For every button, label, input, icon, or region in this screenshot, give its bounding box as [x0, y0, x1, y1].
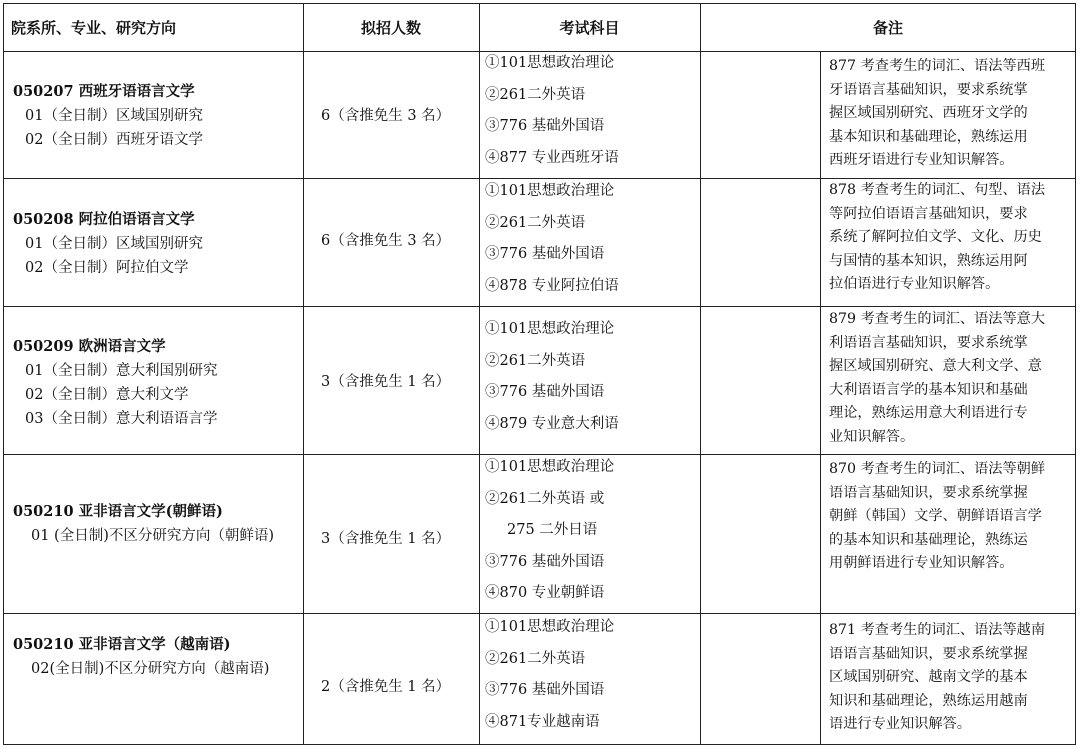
quota-value: 3（含推免生 1 名） [321, 531, 451, 547]
row-divider [3, 306, 1076, 307]
subject-item: ①101思想政治理论 [485, 321, 615, 337]
subject-item: ④871专业越南语 [485, 713, 600, 730]
research-direction: 02（全日制）西班牙语文学 [25, 132, 203, 148]
research-direction: 01（全日制）意大利国别研究 [25, 363, 218, 379]
research-direction: 02（全日制）意大利文学 [25, 387, 189, 403]
quota-value: 6（含推免生 3 名） [321, 233, 451, 249]
table-row [13, 335, 301, 431]
subject-item: ①101思想政治理论 [485, 183, 615, 199]
note-line: 语语言基础知识，要求系统掌握 [829, 484, 1028, 501]
column-divider [303, 3, 304, 745]
note-line: 朝鲜（韩国）文学、朝鲜语语言学 [829, 508, 1042, 524]
subject-item: ①101思想政治理论 [485, 459, 615, 475]
research-direction: 01（全日制）区域国别研究 [25, 236, 203, 252]
note-text [829, 55, 1073, 173]
note-line: 870 考查考生的词汇、语法等朝鲜 [829, 461, 1046, 477]
subject-item: ③776 基础外国语 [485, 118, 605, 134]
note-line: 877 考查考生的词汇、语法等西班 [829, 58, 1046, 74]
subject-item: ③776 基础外国语 [485, 682, 605, 698]
table-border-left [3, 3, 4, 745]
table-border-right [1075, 3, 1076, 745]
table-row [13, 208, 301, 280]
note-line: 878 考查考生的词汇、句型、语法 [829, 182, 1046, 198]
note-line: 牙语语言基础知识，要求系统掌 [829, 81, 1028, 98]
quota-value: 2（含推免生 1 名） [321, 679, 451, 695]
subject-item: 275 二外日语 [507, 522, 598, 538]
subject-item: ②261二外英语 [485, 650, 586, 667]
subject-item: ④870 专业朝鲜语 [485, 585, 605, 601]
subjects-list [485, 612, 614, 738]
column-divider [479, 3, 480, 745]
table-row [13, 80, 301, 152]
subject-item: ②261二外英语 [485, 214, 586, 231]
note-line: 西班牙语进行专业知识解答。 [829, 152, 1014, 168]
note-line: 握区域国别研究、西班牙文学的 [829, 105, 1028, 121]
note-text [829, 308, 1073, 449]
subject-item: ③776 基础外国语 [485, 384, 605, 400]
note-line: 理论，熟练运用意大利语进行专 [829, 405, 1028, 421]
research-direction: 01（全日制）区域国别研究 [25, 108, 203, 124]
note-text [829, 458, 1073, 576]
admissions-table [3, 3, 1076, 745]
research-direction: 02（全日制）阿拉伯文学 [25, 260, 189, 276]
note-line: 知识和基础理论，熟练运用越南 [829, 692, 1028, 709]
table-row [13, 500, 301, 548]
program-code: 050210 亚非语言文学（越南语) [13, 636, 231, 653]
notes-inner-divider [820, 51, 821, 745]
table-row [13, 633, 301, 681]
note-text [829, 179, 1073, 297]
note-line: 拉伯语进行专业知识解答。 [829, 276, 1000, 292]
program-code: 050207 西班牙语语言文学 [13, 83, 195, 100]
note-line: 与国情的基本知识，熟练运用阿 [829, 252, 1028, 269]
subject-item: ②261二外英语 [485, 86, 586, 103]
subject-item: ③776 基础外国语 [485, 553, 605, 570]
header-quota: 拟招人数 [360, 18, 421, 37]
header-notes: 备注 [872, 18, 903, 37]
research-direction: 01 (全日制)不区分研究方向（朝鲜语) [31, 528, 275, 544]
note-line: 握区域国别研究、意大利文学、意 [829, 358, 1042, 374]
subject-item: ④878 专业阿拉伯语 [485, 277, 619, 294]
note-line: 区域国别研究、越南文学的基本 [829, 669, 1028, 685]
quota-value: 6（含推免生 3 名） [321, 108, 451, 124]
subject-item: ②261二外英语 或 [485, 490, 605, 507]
header-program: 院系所、专业、研究方向 [11, 18, 177, 37]
subjects-list [485, 48, 619, 174]
subjects-list [485, 452, 614, 610]
subject-item: ②261二外英语 [485, 352, 586, 369]
note-line: 业知识解答。 [829, 428, 915, 445]
note-line: 语进行专业知识解答。 [829, 716, 971, 732]
note-line: 879 考查考生的词汇、语法等意大 [829, 311, 1046, 327]
subject-item: ①101思想政治理论 [485, 619, 615, 635]
subject-item: ④877 专业西班牙语 [485, 149, 619, 166]
note-line: 871 考查考生的词汇、语法等越南 [829, 622, 1046, 638]
program-code: 050210 亚非语言文学(朝鲜语) [13, 503, 223, 520]
note-line: 的基本知识和基础理论，熟练运 [829, 531, 1028, 548]
research-direction: 03（全日制）意大利语语言学 [25, 411, 218, 427]
program-code: 050209 欧洲语言文学 [13, 338, 166, 355]
subject-item: ③776 基础外国语 [485, 246, 605, 262]
program-code: 050208 阿拉伯语语言文学 [13, 211, 195, 228]
note-line: 利语语言基础知识，要求系统掌 [829, 334, 1028, 351]
subject-item: ①101思想政治理论 [485, 55, 615, 71]
header-subjects: 考试科目 [559, 18, 620, 37]
note-line: 等阿拉伯语语言基础知识，要求 [829, 205, 1028, 222]
note-line: 用朝鲜语进行专业知识解答。 [829, 555, 1014, 571]
note-text [829, 619, 1073, 737]
table-border-bottom [3, 744, 1076, 745]
note-line: 系统了解阿拉伯文学、文化、历史 [829, 229, 1042, 245]
subject-item: ④879 专业意大利语 [485, 415, 619, 432]
note-line: 语语言基础知识，要求系统掌握 [829, 645, 1028, 662]
note-line: 基本知识和基础理论，熟练运用 [829, 128, 1028, 145]
subjects-list [485, 176, 619, 302]
note-line: 大利语语言学的基本知识和基础 [829, 381, 1028, 398]
quota-value: 3（含推免生 1 名） [321, 374, 451, 390]
research-direction: 02(全日制)不区分研究方向（越南语) [31, 661, 270, 677]
subjects-list [485, 314, 619, 440]
column-divider [700, 3, 701, 745]
